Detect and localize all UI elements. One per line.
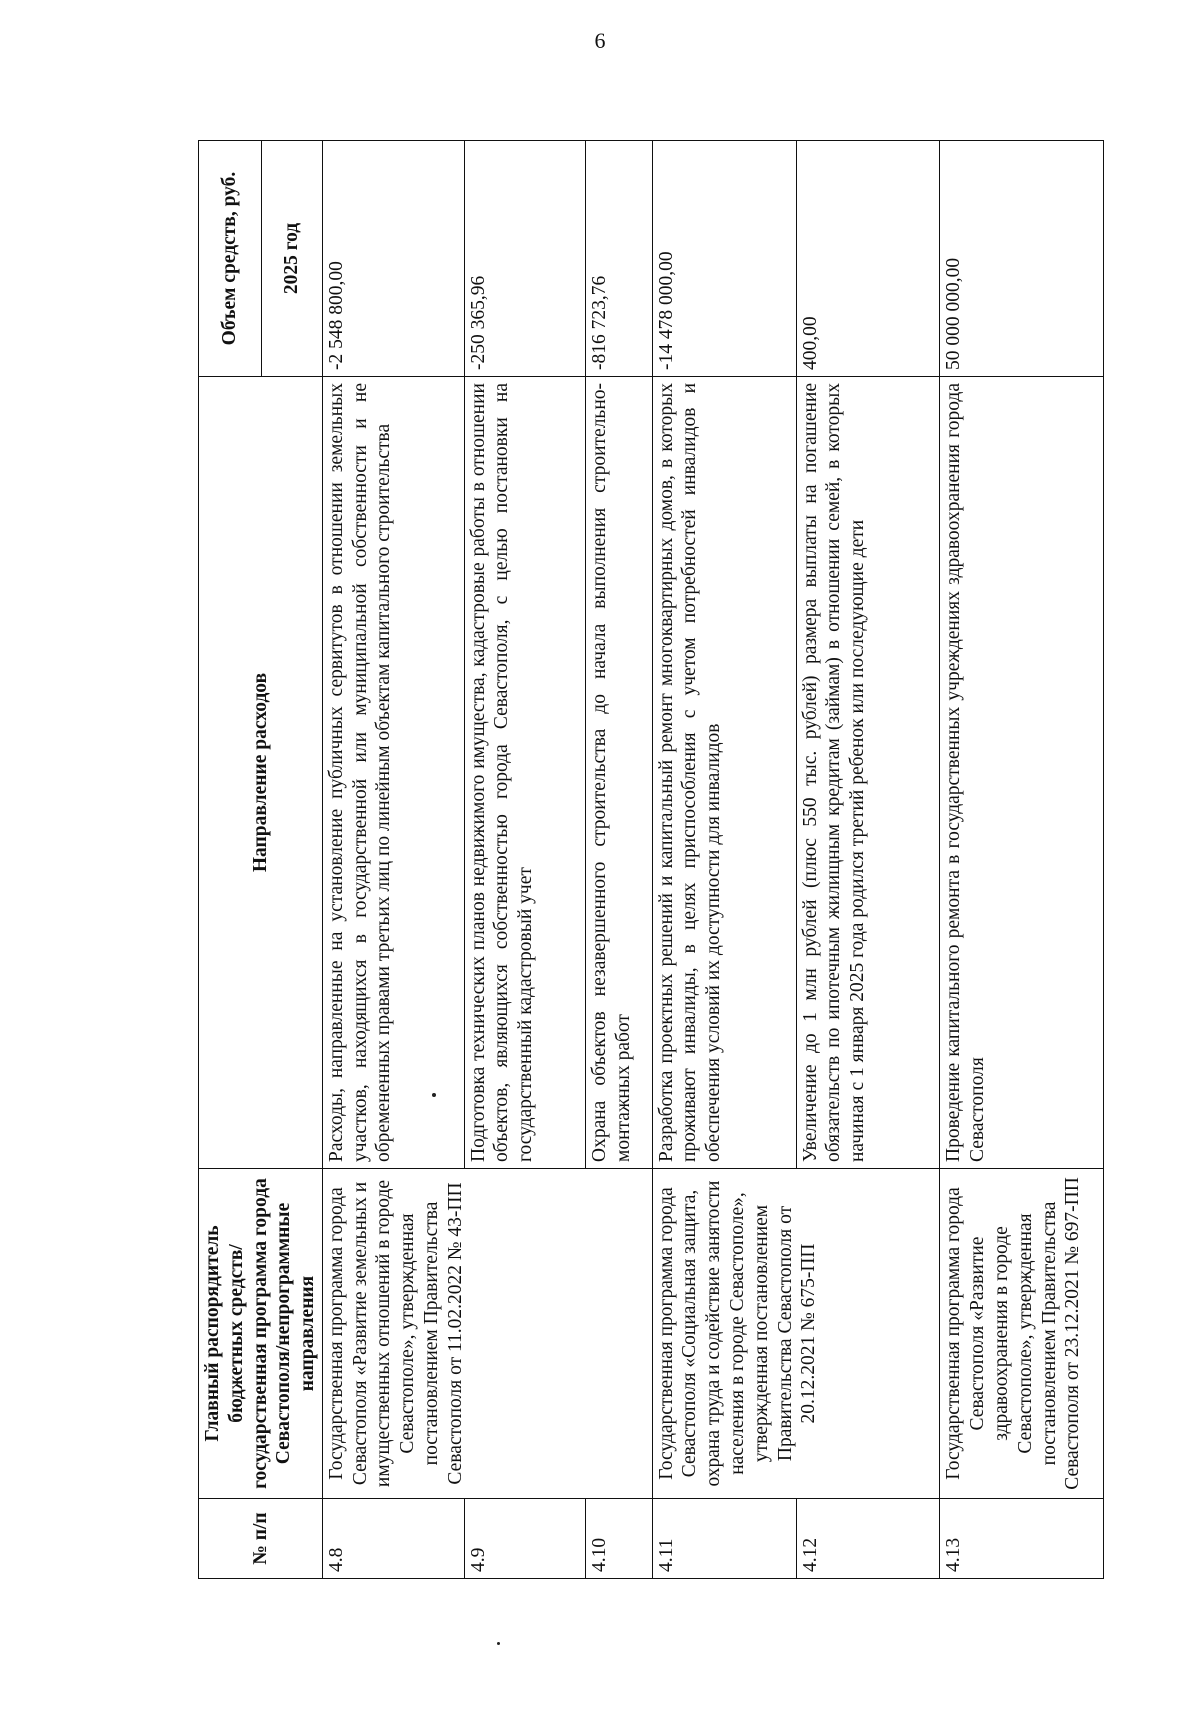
program-cell: Государственная программа города Севастополя «Развитие земельных и имущественных отношений в городе Севастополе», утвержденная постановлением Правительства Севастополя от 11.02.2022 № 43-ПП xyxy=(322,1169,652,1499)
value-cell: -14 478 000,00 xyxy=(652,141,796,377)
program-cell: Государственная программа города Севастополя «Социальная защита, охрана труда и содействие занятости населения в городе Севастополе», утвержденная постановлением Правительства Севастополя от 20.12.2021 № 675-ПП xyxy=(652,1169,940,1499)
direction-cell: Разработка проектных решений и капитальный ремонт многоквартирных домов, в которых проживают инвалиды, в целях приспособления с учетом потребностей инвалидов и обеспечения условий их доступности для инвалидов xyxy=(652,377,796,1169)
direction-cell: Охрана объектов незавершенного строительства до начала выполнения строительно-монтажных работ xyxy=(586,377,652,1169)
scan-speck xyxy=(497,1642,500,1645)
value-cell: -2 548 800,00 xyxy=(322,141,464,377)
row-number: 4.11 xyxy=(652,1499,796,1579)
row-number: 4.9 xyxy=(464,1499,586,1579)
table-row xyxy=(322,141,464,1579)
value-cell: -816 723,76 xyxy=(586,141,652,377)
row-number: 4.12 xyxy=(796,1499,940,1579)
row-number: 4.8 xyxy=(322,1499,464,1579)
direction-cell: Проведение капитального ремонта в государственных учреждениях здравоохранения города Севастополя xyxy=(940,377,1104,1169)
value-cell: 50 000 000,00 xyxy=(940,141,1104,377)
header-volume: Объем средств, руб. xyxy=(199,141,262,377)
table-row xyxy=(652,141,796,1579)
direction-cell: Увеличение до 1 млн рублей (плюс 550 тыс. рублей) размера выплаты на погашение обязательств по ипотечным жилищным кредитам (займам) в отношении семей, в которых начиная с 1 января 2025 года родился третий ребенок или последующие дети xyxy=(796,377,940,1169)
program-cell: Государственная программа города Севастополя «Развитие здравоохранения в городе Севастополе», утвержденная постановлением Правительства Севастополя от 23.12.2021 № 697-ПП xyxy=(940,1169,1104,1499)
budget-table xyxy=(198,140,1104,1579)
row-number: 4.10 xyxy=(586,1499,652,1579)
table-row xyxy=(940,141,1104,1579)
header-num: № п/п xyxy=(199,1499,323,1579)
row-number: 4.13 xyxy=(940,1499,1104,1579)
direction-cell: Расходы, направленные на установление публичных сервитутов в отношении земельных участков, находящихся в государственной или муниципальной собственности и не обремененных правами третьих лиц по линейным объектам капитального строительства xyxy=(322,377,464,1169)
value-cell: 400,00 xyxy=(796,141,940,377)
header-program: Главный распорядитель бюджетных средств/государственная программа города Севастополя/непрограммные направления xyxy=(199,1169,323,1499)
header-year: 2025 год xyxy=(262,141,323,377)
value-cell: -250 365,96 xyxy=(464,141,586,377)
rotated-table-wrapper xyxy=(198,141,1086,1579)
direction-cell: Подготовка технических планов недвижимого имущества, кадастровые работы в отношении объектов, являющихся собственностью города Севастополя, с целью постановки на государственный кадастровый учет xyxy=(464,377,586,1169)
page-number: 6 xyxy=(594,28,606,53)
header-direction: Направление расходов xyxy=(199,377,323,1169)
